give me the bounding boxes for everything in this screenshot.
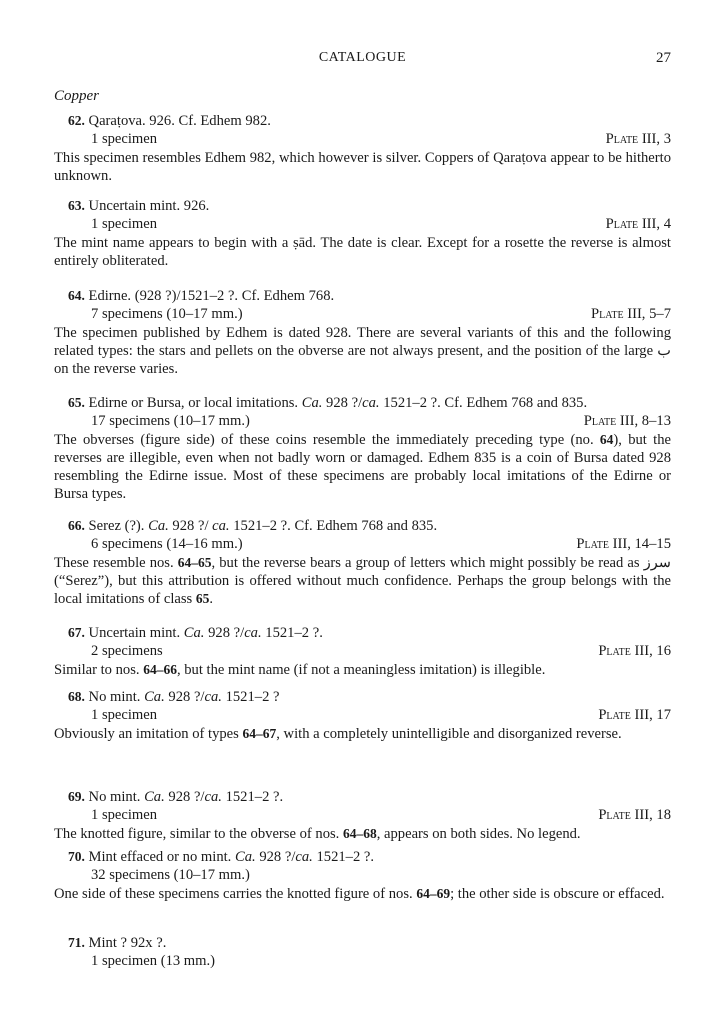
entry-heading xyxy=(54,197,671,215)
entry-description: Similar to nos. 64–66, but the mint name (if not a meaningless imitation) is illegible. xyxy=(54,662,546,678)
specimen-count: 1 specimen xyxy=(91,216,158,232)
entry-heading-text: Serez (?). Ca. 928 ?/ ca. 1521–2 ?. Cf. Edhem 768 and 835. xyxy=(88,518,438,534)
entry-number: 63. xyxy=(68,198,85,213)
cross-reference: 64 xyxy=(599,432,614,447)
entry-number: 68. xyxy=(68,689,85,704)
entry-description: Obviously an imitation of types 64–67, with a completely unintelligible and disorganized reverse. xyxy=(54,726,622,742)
entry-description: The obverses (figure side) of these coins resemble the immediately preceding type (no. 64), but the reverses are illegible, even when not badly worn or damaged. Edhem 835 is a coin of Bursa dated 928 resembling the Edirne issue. Most of these specimens are probably local imitations of the Edirne or Bursa types. xyxy=(54,432,671,502)
entry-heading-text: Uncertain mint. Ca. 928 ?/ca. 1521–2 ?. xyxy=(88,625,323,641)
entry-description: The knotted figure, similar to the obverse of nos. 64–68, appears on both sides. No legend. xyxy=(54,826,581,842)
specimen-count: 1 specimen xyxy=(91,707,158,723)
running-head: CATALOGUE xyxy=(318,50,407,65)
plate-reference: Plate III, 18 xyxy=(598,807,671,823)
entry-number: 65. xyxy=(68,395,85,410)
entry-heading-text: Mint effaced or no mint. Ca. 928 ?/ca. 1521–2 ?. xyxy=(88,849,375,865)
catalogue-entry xyxy=(54,624,671,679)
entry-heading-text: Mint ? 92x ?. xyxy=(88,935,167,951)
entry-number: 62. xyxy=(68,113,85,128)
plate-reference: Plate III, 3 xyxy=(605,131,671,147)
specimen-line xyxy=(54,866,671,884)
page-number: 27 xyxy=(656,50,671,66)
entry-heading xyxy=(54,112,671,130)
specimen-line xyxy=(54,642,671,660)
cross-reference: 64–68 xyxy=(342,826,377,841)
entry-description: This specimen resembles Edhem 982, which however is silver. Coppers of Qaraṭova appear to be hitherto unknown. xyxy=(54,150,671,184)
specimen-count: 1 specimen (13 mm.) xyxy=(91,953,216,969)
entry-description: These resemble nos. 64–65, but the reverse bears a group of letters which might possibly be read as سرز (“Serez”), but this attribution is offered without much confidence. Perhaps the group belongs with the local imitations of class 65. xyxy=(54,555,672,607)
entry-number: 67. xyxy=(68,625,85,640)
catalogue-entry xyxy=(54,517,671,608)
cross-reference: 64–67 xyxy=(242,726,277,741)
entry-number: 71. xyxy=(68,935,85,950)
cross-reference: 65 xyxy=(195,591,210,606)
entry-heading xyxy=(54,394,671,412)
entry-description: One side of these specimens carries the knotted figure of nos. 64–69; the other side is obscure or effaced. xyxy=(54,886,665,902)
entry-heading xyxy=(54,517,671,535)
specimen-count: 17 specimens (10–17 mm.) xyxy=(91,413,250,429)
catalogue-entry xyxy=(54,934,671,970)
specimen-line xyxy=(54,215,671,233)
specimen-line xyxy=(54,806,671,824)
catalogue-entry xyxy=(54,848,671,903)
specimen-line xyxy=(54,130,671,148)
entry-number: 64. xyxy=(68,288,85,303)
entry-heading xyxy=(54,934,671,952)
specimen-line xyxy=(54,305,671,323)
specimen-line xyxy=(54,412,671,430)
plate-reference: Plate III, 16 xyxy=(598,643,671,659)
entry-number: 70. xyxy=(68,849,85,864)
cross-reference: 64–69 xyxy=(416,886,451,901)
entry-heading xyxy=(54,688,671,706)
plate-reference: Plate III, 8–13 xyxy=(583,413,671,429)
entry-heading-text: Edirne or Bursa, or local imitations. Ca. 928 ?/ca. 1521–2 ?. Cf. Edhem 768 and 835. xyxy=(88,395,588,411)
entry-heading-text: Qaraṭova. 926. Cf. Edhem 982. xyxy=(88,113,271,129)
entry-description: The mint name appears to begin with a ṣād. The date is clear. Except for a rosette the reverse is almost entirely obliterated. xyxy=(54,235,671,269)
specimen-line xyxy=(54,535,671,553)
entry-number: 69. xyxy=(68,789,85,804)
section-title: Copper xyxy=(54,88,99,104)
catalogue-entry xyxy=(54,197,671,270)
entry-number: 66. xyxy=(68,518,85,533)
page-header xyxy=(54,50,671,70)
entry-heading-text: No mint. Ca. 928 ?/ca. 1521–2 ? xyxy=(88,689,280,705)
catalogue-entry xyxy=(54,112,671,185)
catalogue-entry xyxy=(54,788,671,843)
plate-reference: Plate III, 14–15 xyxy=(576,536,671,552)
plate-reference: Plate III, 17 xyxy=(598,707,671,723)
entry-heading-text: No mint. Ca. 928 ?/ca. 1521–2 ?. xyxy=(88,789,284,805)
specimen-count: 32 specimens (10–17 mm.) xyxy=(91,867,250,883)
entry-heading-text: Edirne. (928 ?)/1521–2 ?. Cf. Edhem 768. xyxy=(88,288,335,304)
cross-reference: 64–66 xyxy=(143,662,177,677)
entry-heading xyxy=(54,624,671,642)
entry-heading xyxy=(54,788,671,806)
entry-heading xyxy=(54,287,671,305)
catalogue-entry xyxy=(54,394,671,503)
catalogue-entry xyxy=(54,688,671,743)
specimen-count: 1 specimen xyxy=(91,131,158,147)
specimen-count: 2 specimens xyxy=(91,643,163,659)
cross-reference: 64–65 xyxy=(177,555,212,570)
plate-reference: Plate III, 4 xyxy=(605,216,671,232)
catalogue-entry xyxy=(54,287,671,378)
entry-description: The specimen published by Edhem is dated 928. There are several variants of this and the following related types: the stars and pellets on the obverse are not always present, and the position of the large ب on the reverse varies. xyxy=(54,325,671,377)
specimen-line xyxy=(54,952,671,970)
specimen-count: 1 specimen xyxy=(91,807,158,823)
specimen-line xyxy=(54,706,671,724)
specimen-count: 6 specimens (14–16 mm.) xyxy=(91,536,243,552)
entry-heading xyxy=(54,848,671,866)
specimen-count: 7 specimens (10–17 mm.) xyxy=(91,306,243,322)
entry-heading-text: Uncertain mint. 926. xyxy=(88,198,210,214)
plate-reference: Plate III, 5–7 xyxy=(591,306,671,322)
